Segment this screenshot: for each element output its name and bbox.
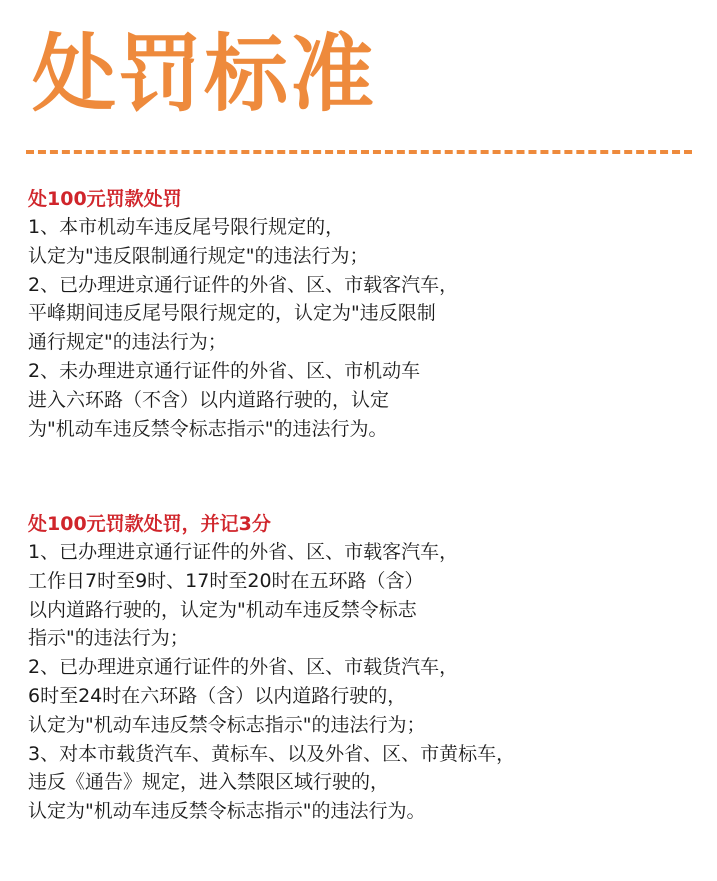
penalty-section-1 [28,186,698,443]
section-heading: 处100元罚款处罚，并记3分 [28,513,271,535]
rule-line: 1、本市机动车违反尾号限行规定的， [28,216,345,238]
rule-line: 认定为"机动车违反禁令标志指示"的违法行为； [28,713,426,736]
rule-line: 工作日7时至9时、17时至20时在五环路（含） [28,569,424,592]
page-title: 处罚标准 [32,25,377,123]
rule-line: 认定为"机动车违反禁令标志指示"的违法行为。 [28,800,426,823]
rule-line: 平峰期间违反尾号限行规定的，认定为"违反限制 [28,302,436,325]
rule-line: 违反《通告》规定，进入禁限区域行驶的， [28,771,390,794]
penalty-section-2 [28,511,698,826]
rule-line: 2、已办理进京通行证件的外省、区、市载客汽车， [28,273,459,296]
rule-line: 3、对本市载货汽车、黄标车、以及外省、区、市黄标车， [28,742,516,765]
rule-line: 6时至24时在六环路（含）以内道路行驶的， [28,684,407,707]
rule-line: 认定为"违反限制通行规定"的违法行为； [28,244,369,267]
rule-line: 通行规定"的违法行为； [28,331,227,354]
dashed-divider [26,150,692,154]
rule-line: 2、未办理进京通行证件的外省、区、市机动车 [28,359,421,382]
rule-line: 进入六环路（不含）以内道路行驶的，认定 [28,388,390,411]
rule-line: 指示"的违法行为； [28,627,189,650]
section-heading: 处100元罚款处罚 [28,188,182,210]
rule-line: 2、已办理进京通行证件的外省、区、市载货汽车， [28,656,459,679]
rule-line: 为"机动车违反禁令标志指示"的违法行为。 [28,417,388,440]
rule-line: 以内道路行驶的，认定为"机动车违反禁令标志 [28,598,417,621]
rule-line: 1、已办理进京通行证件的外省、区、市载客汽车， [28,541,459,563]
